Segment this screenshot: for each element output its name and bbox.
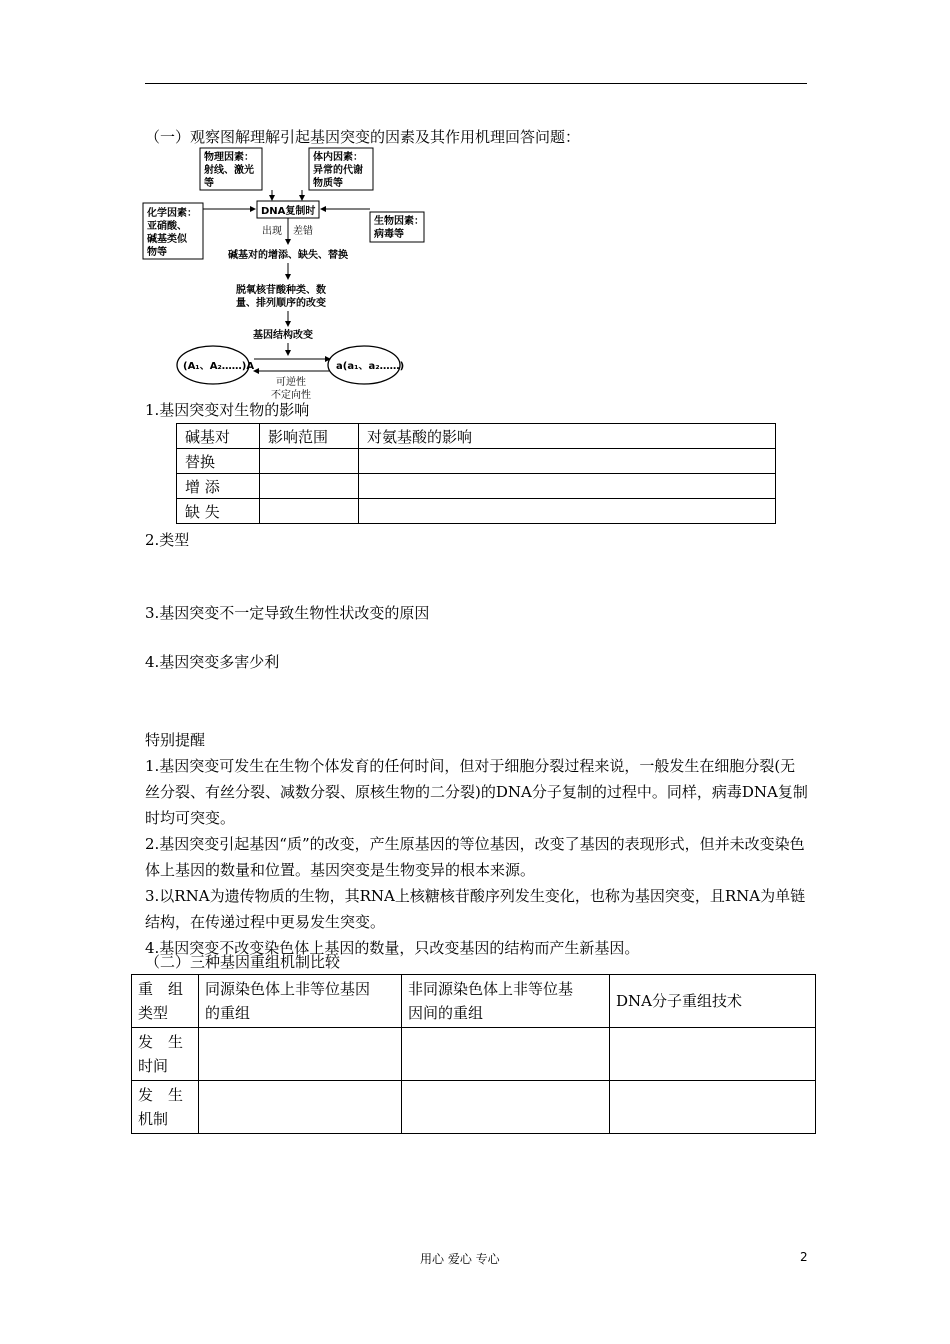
section2-heading: （二）三种基因重组机制比较 <box>145 953 341 971</box>
chemical-label-4: 物等 <box>147 247 167 258</box>
table-cell <box>260 499 359 524</box>
internal-label-1: 体内因素： <box>313 152 363 163</box>
table-header-cell <box>402 975 610 1028</box>
internal-label-3: 物质等 <box>313 178 343 189</box>
step2-label-2: 量、排列顺序的改变 <box>236 298 326 309</box>
corner-line: 类型 <box>138 1004 169 1022</box>
internal-label-2: 异常的代谢 <box>313 165 363 176</box>
allele-left-label: (A₁、A₂……)A <box>183 361 255 372</box>
mutation-factors-diagram <box>140 145 424 407</box>
biological-label-2: 病毒等 <box>374 229 404 240</box>
table-row-label <box>132 1028 199 1081</box>
table-cell <box>359 474 776 499</box>
table-row <box>132 1081 816 1134</box>
physical-label-3: 等 <box>204 178 214 189</box>
table-row <box>132 1028 816 1081</box>
special-item: 3.以RNA为遗传物质的生物，其RNA上核糖核苷酸序列发生变化，也称为基因突变，且RNA为单链结构，在传递过程中更易发生突变。 <box>145 887 806 931</box>
header-line: 因间的重组 <box>408 1004 484 1022</box>
header-line: 非同源染色体上非等位基 <box>408 980 574 998</box>
chemical-label-1: 化学因素： <box>147 208 197 219</box>
allele-right-label: a(a₁、a₂……) <box>336 361 405 372</box>
question-1: 1.基因突变对生物的影响 <box>145 401 310 419</box>
error-label-right: 差错 <box>293 226 313 237</box>
table-row-label: 增 添 <box>177 474 260 499</box>
table-row <box>177 499 776 524</box>
table-header-cell: 对氨基酸的影响 <box>359 424 776 449</box>
table-cell <box>199 1028 402 1081</box>
corner-line: 重 组 <box>138 980 184 998</box>
question-4: 4.基因突变多害少利 <box>145 653 280 671</box>
table-row <box>177 424 776 449</box>
row-label-line: 机制 <box>138 1110 169 1128</box>
step1-label: 碱基对的增添、缺失、替换 <box>228 250 348 261</box>
table-row-label: 缺 失 <box>177 499 260 524</box>
header-line: 同源染色体上非等位基因 <box>205 980 371 998</box>
table-header-cell <box>199 975 402 1028</box>
table-cell <box>199 1081 402 1134</box>
table-header-cell: 影响范围 <box>260 424 359 449</box>
row-label-line: 发 生 <box>138 1033 184 1051</box>
chemical-label-3: 碱基类似 <box>147 234 187 245</box>
special-item: 1.基因突变可发生在生物个体发育的任何时间，但对于细胞分裂过程来说，一般发生在细胞分裂(无丝分裂、有丝分裂、减数分裂、原核生物的二分裂)的DNA分子复制的过程中。同样，病毒DNA复制时均可突变。 <box>145 757 808 827</box>
special-title: 特别提醒 <box>145 731 206 749</box>
reversible-label: 可逆性 <box>276 377 306 388</box>
physical-label-2: 射线、激光 <box>204 165 254 176</box>
recombination-table <box>131 974 816 1134</box>
table-corner-cell <box>132 975 199 1028</box>
table-row-label: 替换 <box>177 449 260 474</box>
special-item: 4.基因突变不改变染色体上基因的数量，只改变基因的结构而产生新基因。 <box>145 939 640 957</box>
question-2: 2.类型 <box>145 531 190 549</box>
step2-label-1: 脱氧核苷酸种类、数 <box>236 285 326 296</box>
table-row <box>177 449 776 474</box>
table-cell <box>260 474 359 499</box>
header-rule <box>145 83 807 84</box>
chemical-label-2: 亚硝酸、 <box>147 221 187 232</box>
section1-heading: （一）观察图解理解引起基因突变的因素及其作用机理回答问题： <box>145 128 581 146</box>
table-cell <box>402 1081 610 1134</box>
table-cell <box>610 1081 816 1134</box>
special-notes <box>145 727 810 961</box>
table-row <box>177 474 776 499</box>
step3-label: 基因结构改变 <box>253 330 313 341</box>
table-cell <box>260 449 359 474</box>
table-cell <box>359 499 776 524</box>
header-line: 的重组 <box>205 1004 251 1022</box>
biological-label-1: 生物因素： <box>374 216 424 227</box>
row-label-line: 发 生 <box>138 1086 184 1104</box>
question-3: 3.基因突变不一定导致生物性状改变的原因 <box>145 604 430 622</box>
dna-replication-label: DNA复制时 <box>261 206 316 217</box>
page-number: 2 <box>800 1250 808 1264</box>
table-header-cell: 碱基对 <box>177 424 260 449</box>
table-cell <box>359 449 776 474</box>
table-row-label <box>132 1081 199 1134</box>
mutation-effect-table <box>176 423 776 524</box>
row-label-line: 时间 <box>138 1057 169 1075</box>
non-directional-label: 不定向性 <box>271 390 311 401</box>
table-header-cell: DNA分子重组技术 <box>610 975 816 1028</box>
table-cell <box>402 1028 610 1081</box>
physical-label-1: 物理因素： <box>204 152 254 163</box>
table-row <box>132 975 816 1028</box>
error-label-left: 出现 <box>262 226 282 237</box>
table-cell <box>610 1028 816 1081</box>
special-item: 2.基因突变引起基因“质”的改变，产生原基因的等位基因，改变了基因的表现形式，但并未改变染色体上基因的数量和位置。基因突变是生物变异的根本来源。 <box>145 835 805 879</box>
footer-text: 用心 爱心 专心 <box>420 1252 500 1266</box>
